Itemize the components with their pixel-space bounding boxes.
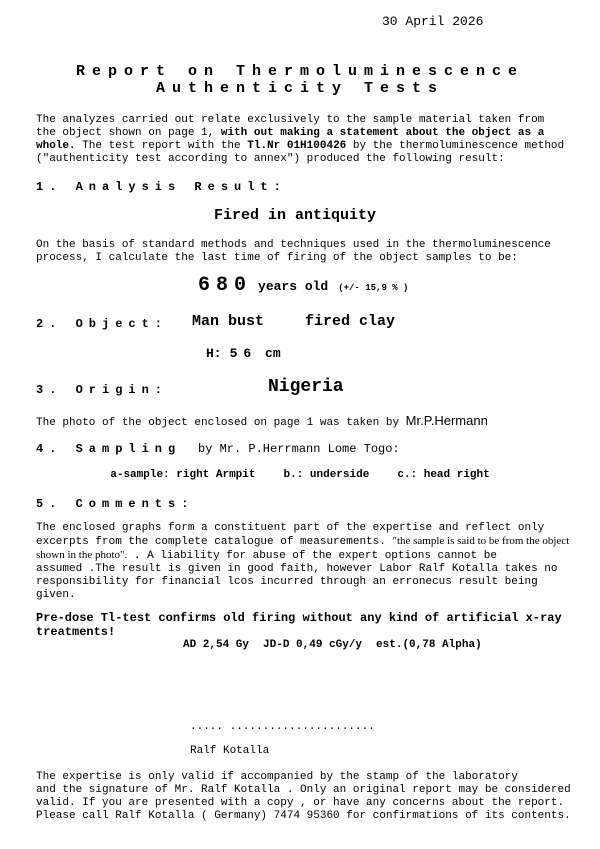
comments-line	[36, 535, 584, 549]
photo-text: The photo of the object enclosed on page 1 was taken by	[36, 417, 406, 429]
annual-dose: JD-D 0,49 cGy/y	[263, 639, 363, 651]
intro-line: The analyzes carried out relate exclusively to the sample material taken from	[36, 114, 545, 126]
report-title-line-1: Report on Thermoluminescence	[75, 63, 525, 80]
section-heading-analysis-result: 1. Analysis Result:	[36, 180, 287, 194]
photographer: Mr.P.Hermann	[405, 413, 488, 428]
analysis-result: Fired in antiquity	[213, 207, 377, 224]
comments-line: The enclosed graphs form a constituent part of the expertise and reflect only	[36, 522, 545, 534]
section-heading-sampling: 4. Sampling	[36, 442, 182, 456]
comments-line	[36, 549, 584, 563]
age-result	[198, 274, 408, 297]
sampling-by: by Mr. P.Herrmann Lome Togo:	[198, 442, 400, 456]
object-material: fired clay	[305, 313, 396, 330]
intro-line: ("authenticity test according to annex") produced the following result:	[36, 153, 505, 165]
comments-line: assumed .The result is given in good faith, however Labor Ralf Kotalla takes no	[36, 563, 558, 575]
photo-note	[36, 413, 488, 429]
section-heading-object: 2. Object:	[36, 317, 169, 331]
footer-disclaimer	[36, 771, 584, 823]
signature-line: ..... ......................	[190, 721, 375, 733]
intro-paragraph	[36, 114, 584, 166]
intro-line	[36, 127, 584, 140]
predose-line: Pre-dose Tl-test confirms old firing without any kind of artificial x-ray	[36, 611, 562, 625]
footer-line: and the signature of Mr. Ralf Kotalla . Only an original report may be considered	[36, 784, 571, 796]
sample-b: b.: underside	[283, 469, 370, 481]
intro-emphasis: whole.	[36, 140, 76, 152]
report-title-line-2: Authenticity Tests	[155, 80, 445, 97]
age-unit: years old	[258, 279, 329, 294]
comments-quote: "the sample is said to be from the object	[392, 535, 570, 547]
footer-line: Please call Ralf Kotalla ( Germany) 7474 95360 for confirmations of its contents.	[36, 810, 571, 822]
signer-name: Ralf Kotalla	[190, 745, 270, 757]
comments-line: responsibility for financial lcos incurred through an erronecus result being	[36, 576, 538, 588]
intro-text: The test report with the	[75, 140, 248, 152]
object-height	[206, 346, 281, 361]
object-origin: Nigeria	[268, 377, 344, 397]
age-tolerance: (+/- 15,9 % )	[338, 283, 409, 293]
report-date: 30 April 2026	[382, 14, 484, 29]
footer-line: valid. If you are presented with a copy , or have any concerns about the report.	[36, 797, 565, 809]
intro-text: by the thermoluminescence method	[346, 140, 565, 152]
basis-line: On the basis of standard methods and techniques used in the thermoluminescence	[36, 239, 551, 251]
sample-a: a-sample: right Armpit	[110, 469, 256, 481]
footer-line: The expertise is only valid if accompanied by the stamp of the laboratory	[36, 771, 518, 783]
intro-line	[36, 140, 584, 153]
section-heading-comments: 5. Comments:	[36, 497, 195, 511]
comments-line: given.	[36, 589, 76, 601]
comments-text: excerpts from the complete catalogue of measurements.	[36, 536, 393, 548]
comments-quote: shown in the photo".	[36, 549, 128, 561]
section-heading-origin: 3. Origin:	[36, 383, 169, 397]
intro-emphasis: with out making a statement about the object as a	[220, 127, 545, 139]
dose-values	[183, 639, 496, 651]
sample-locations	[0, 469, 600, 481]
height-label: H:	[206, 346, 222, 361]
predose-statement	[36, 611, 584, 639]
test-report-number: Tl.Nr 01H100426	[247, 140, 347, 152]
age-value: 680	[198, 274, 253, 297]
intro-text: the object shown on page 1,	[36, 127, 221, 139]
basis-line: process, I calculate the last time of firing of the object samples to be:	[36, 252, 518, 264]
comments-paragraph	[36, 522, 584, 602]
basis-paragraph	[36, 239, 584, 265]
alpha-estimate: est.(0,78 Alpha)	[376, 639, 482, 651]
comments-text: . A liability for abuse of the expert options cannot be	[127, 550, 497, 562]
sample-c: c.: head right	[397, 469, 490, 481]
archaeological-dose: AD 2,54 Gy	[183, 639, 250, 651]
height-value: 56	[229, 346, 258, 361]
predose-line: treatments!	[36, 625, 116, 639]
object-type: Man bust	[192, 313, 265, 330]
height-unit: cm	[265, 346, 281, 361]
